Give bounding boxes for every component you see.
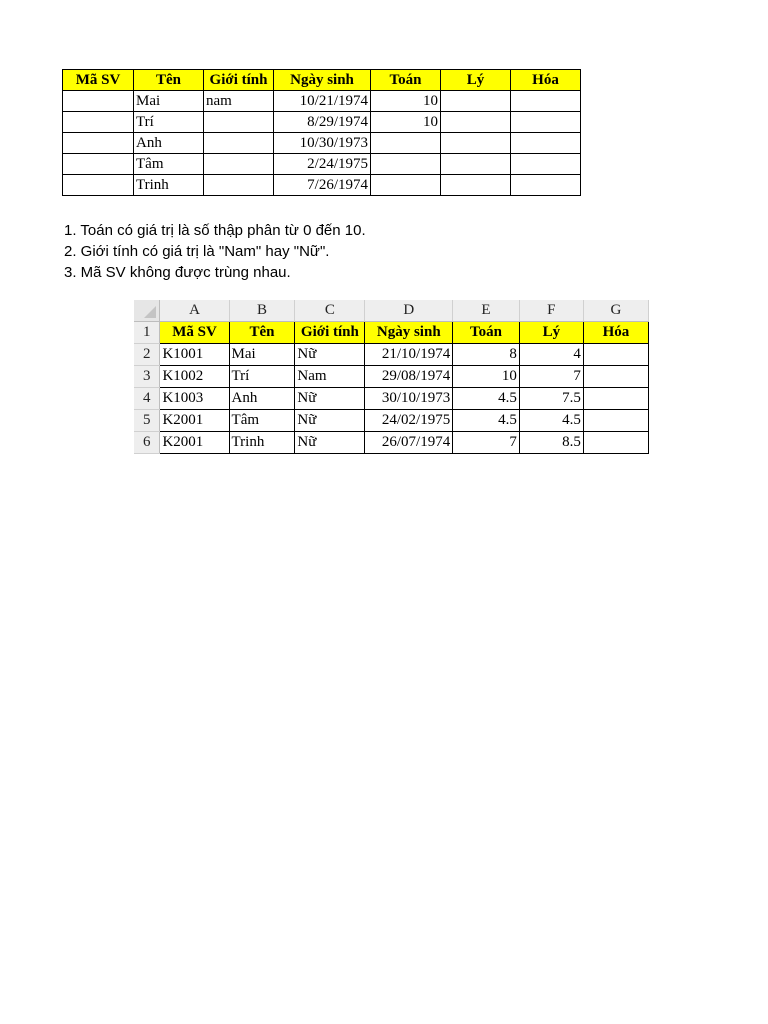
table-cell[interactable]: Nữ xyxy=(295,388,365,410)
table-row xyxy=(63,112,581,133)
column-header-c[interactable]: C xyxy=(295,300,365,322)
table-cell[interactable]: Nam xyxy=(295,366,365,388)
table-cell xyxy=(204,133,274,154)
table-cell xyxy=(371,154,441,175)
column-header-b[interactable]: B xyxy=(229,300,295,322)
header-cell[interactable]: Tên xyxy=(229,322,295,344)
student-table xyxy=(62,69,581,196)
table-cell[interactable] xyxy=(583,366,648,388)
table-cell xyxy=(371,175,441,196)
table-cell: Anh xyxy=(134,133,204,154)
table-cell[interactable]: 21/10/1974 xyxy=(365,344,453,366)
table-row xyxy=(134,366,649,388)
table-cell: 10 xyxy=(371,112,441,133)
table-cell xyxy=(511,91,581,112)
table-cell xyxy=(441,154,511,175)
header-cell[interactable]: Hóa xyxy=(583,322,648,344)
column-header-f[interactable]: F xyxy=(519,300,583,322)
select-all-triangle-icon xyxy=(144,306,156,318)
table-cell[interactable]: 4 xyxy=(519,344,583,366)
column-header-g[interactable]: G xyxy=(583,300,648,322)
table-cell xyxy=(511,112,581,133)
table-cell: Trinh xyxy=(134,175,204,196)
table-cell[interactable]: 7.5 xyxy=(519,388,583,410)
table-cell[interactable]: K1003 xyxy=(160,388,229,410)
table-cell[interactable] xyxy=(583,432,648,454)
table-cell: 8/29/1974 xyxy=(274,112,371,133)
table-cell[interactable] xyxy=(583,410,648,432)
table-cell xyxy=(63,112,134,133)
row-header[interactable]: 5 xyxy=(134,410,160,432)
table-cell[interactable]: Trinh xyxy=(229,432,295,454)
table-cell[interactable] xyxy=(583,344,648,366)
note-line: 3. Mã SV không được trùng nhau. xyxy=(64,264,291,281)
table-cell[interactable]: 7 xyxy=(453,432,520,454)
header-cell[interactable]: Ngày sinh xyxy=(365,322,453,344)
table-cell[interactable]: K1002 xyxy=(160,366,229,388)
table-cell xyxy=(441,91,511,112)
table-header-row xyxy=(63,70,581,91)
table-cell[interactable]: 7 xyxy=(519,366,583,388)
table-cell xyxy=(511,154,581,175)
spreadsheet-screenshot xyxy=(134,300,649,459)
table-cell[interactable] xyxy=(583,388,648,410)
table-cell: 7/26/1974 xyxy=(274,175,371,196)
sheet-header-row xyxy=(134,322,649,344)
header-cell: Mã SV xyxy=(63,70,134,91)
table-cell xyxy=(63,133,134,154)
table-cell[interactable]: 8.5 xyxy=(519,432,583,454)
table-cell[interactable]: Trí xyxy=(229,366,295,388)
table-cell[interactable]: Nữ xyxy=(295,432,365,454)
header-cell[interactable]: Giới tính xyxy=(295,322,365,344)
table-cell[interactable]: 30/10/1973 xyxy=(365,388,453,410)
table-cell xyxy=(204,112,274,133)
table-cell[interactable]: Nữ xyxy=(295,410,365,432)
table-cell: Tâm xyxy=(134,154,204,175)
table-row xyxy=(134,432,649,454)
header-cell: Ngày sinh xyxy=(274,70,371,91)
table-cell[interactable]: Nữ xyxy=(295,344,365,366)
table-cell: 10/21/1974 xyxy=(274,91,371,112)
table-cell xyxy=(204,175,274,196)
table-cell[interactable]: Anh xyxy=(229,388,295,410)
table-cell xyxy=(511,175,581,196)
table-cell[interactable]: K2001 xyxy=(160,432,229,454)
column-header-row xyxy=(134,300,649,322)
table-cell: Trí xyxy=(134,112,204,133)
table-cell[interactable]: 4.5 xyxy=(453,410,520,432)
table-cell xyxy=(63,175,134,196)
spreadsheet-grid xyxy=(134,300,649,454)
row-header[interactable]: 4 xyxy=(134,388,160,410)
header-cell: Hóa xyxy=(511,70,581,91)
table-row xyxy=(134,344,649,366)
table-row xyxy=(134,388,649,410)
table-cell[interactable]: Mai xyxy=(229,344,295,366)
note-line: 2. Giới tính có giá trị là "Nam" hay "Nữ". xyxy=(64,243,330,260)
table-cell[interactable]: 10 xyxy=(453,366,520,388)
table-cell xyxy=(204,154,274,175)
table-row xyxy=(63,154,581,175)
table-cell xyxy=(63,154,134,175)
header-cell: Tên xyxy=(134,70,204,91)
table-cell: 10 xyxy=(371,91,441,112)
table-cell[interactable]: 29/08/1974 xyxy=(365,366,453,388)
header-cell: Toán xyxy=(371,70,441,91)
select-all-corner[interactable] xyxy=(134,300,160,322)
table-cell: 2/24/1975 xyxy=(274,154,371,175)
table-row xyxy=(63,91,581,112)
header-cell: Giới tính xyxy=(204,70,274,91)
table-cell xyxy=(441,175,511,196)
table-row xyxy=(63,175,581,196)
row-header[interactable]: 2 xyxy=(134,344,160,366)
table-cell[interactable]: 4.5 xyxy=(519,410,583,432)
note-line: 1. Toán có giá trị là số thập phân từ 0 đến 10. xyxy=(64,222,366,239)
table-cell[interactable]: 8 xyxy=(453,344,520,366)
table-row xyxy=(63,133,581,154)
table-cell xyxy=(511,133,581,154)
row-header[interactable]: 1 xyxy=(134,322,160,344)
row-header[interactable]: 3 xyxy=(134,366,160,388)
table-cell xyxy=(441,112,511,133)
header-cell[interactable]: Mã SV xyxy=(160,322,229,344)
table-cell[interactable]: K2001 xyxy=(160,410,229,432)
table-cell: nam xyxy=(204,91,274,112)
table-row xyxy=(134,410,649,432)
table-cell[interactable]: 24/02/1975 xyxy=(365,410,453,432)
table-cell[interactable]: 26/07/1974 xyxy=(365,432,453,454)
table-cell: 10/30/1973 xyxy=(274,133,371,154)
table-cell xyxy=(63,91,134,112)
table-cell: Mai xyxy=(134,91,204,112)
table-cell[interactable]: Tâm xyxy=(229,410,295,432)
requirements-list xyxy=(64,220,366,283)
column-header-e[interactable]: E xyxy=(453,300,520,322)
header-cell[interactable]: Lý xyxy=(519,322,583,344)
column-header-d[interactable]: D xyxy=(365,300,453,322)
table-cell xyxy=(371,133,441,154)
table-cell xyxy=(441,133,511,154)
table-cell[interactable]: 4.5 xyxy=(453,388,520,410)
column-header-a[interactable]: A xyxy=(160,300,229,322)
row-header[interactable]: 6 xyxy=(134,432,160,454)
header-cell[interactable]: Toán xyxy=(453,322,520,344)
table-cell[interactable]: K1001 xyxy=(160,344,229,366)
header-cell: Lý xyxy=(441,70,511,91)
